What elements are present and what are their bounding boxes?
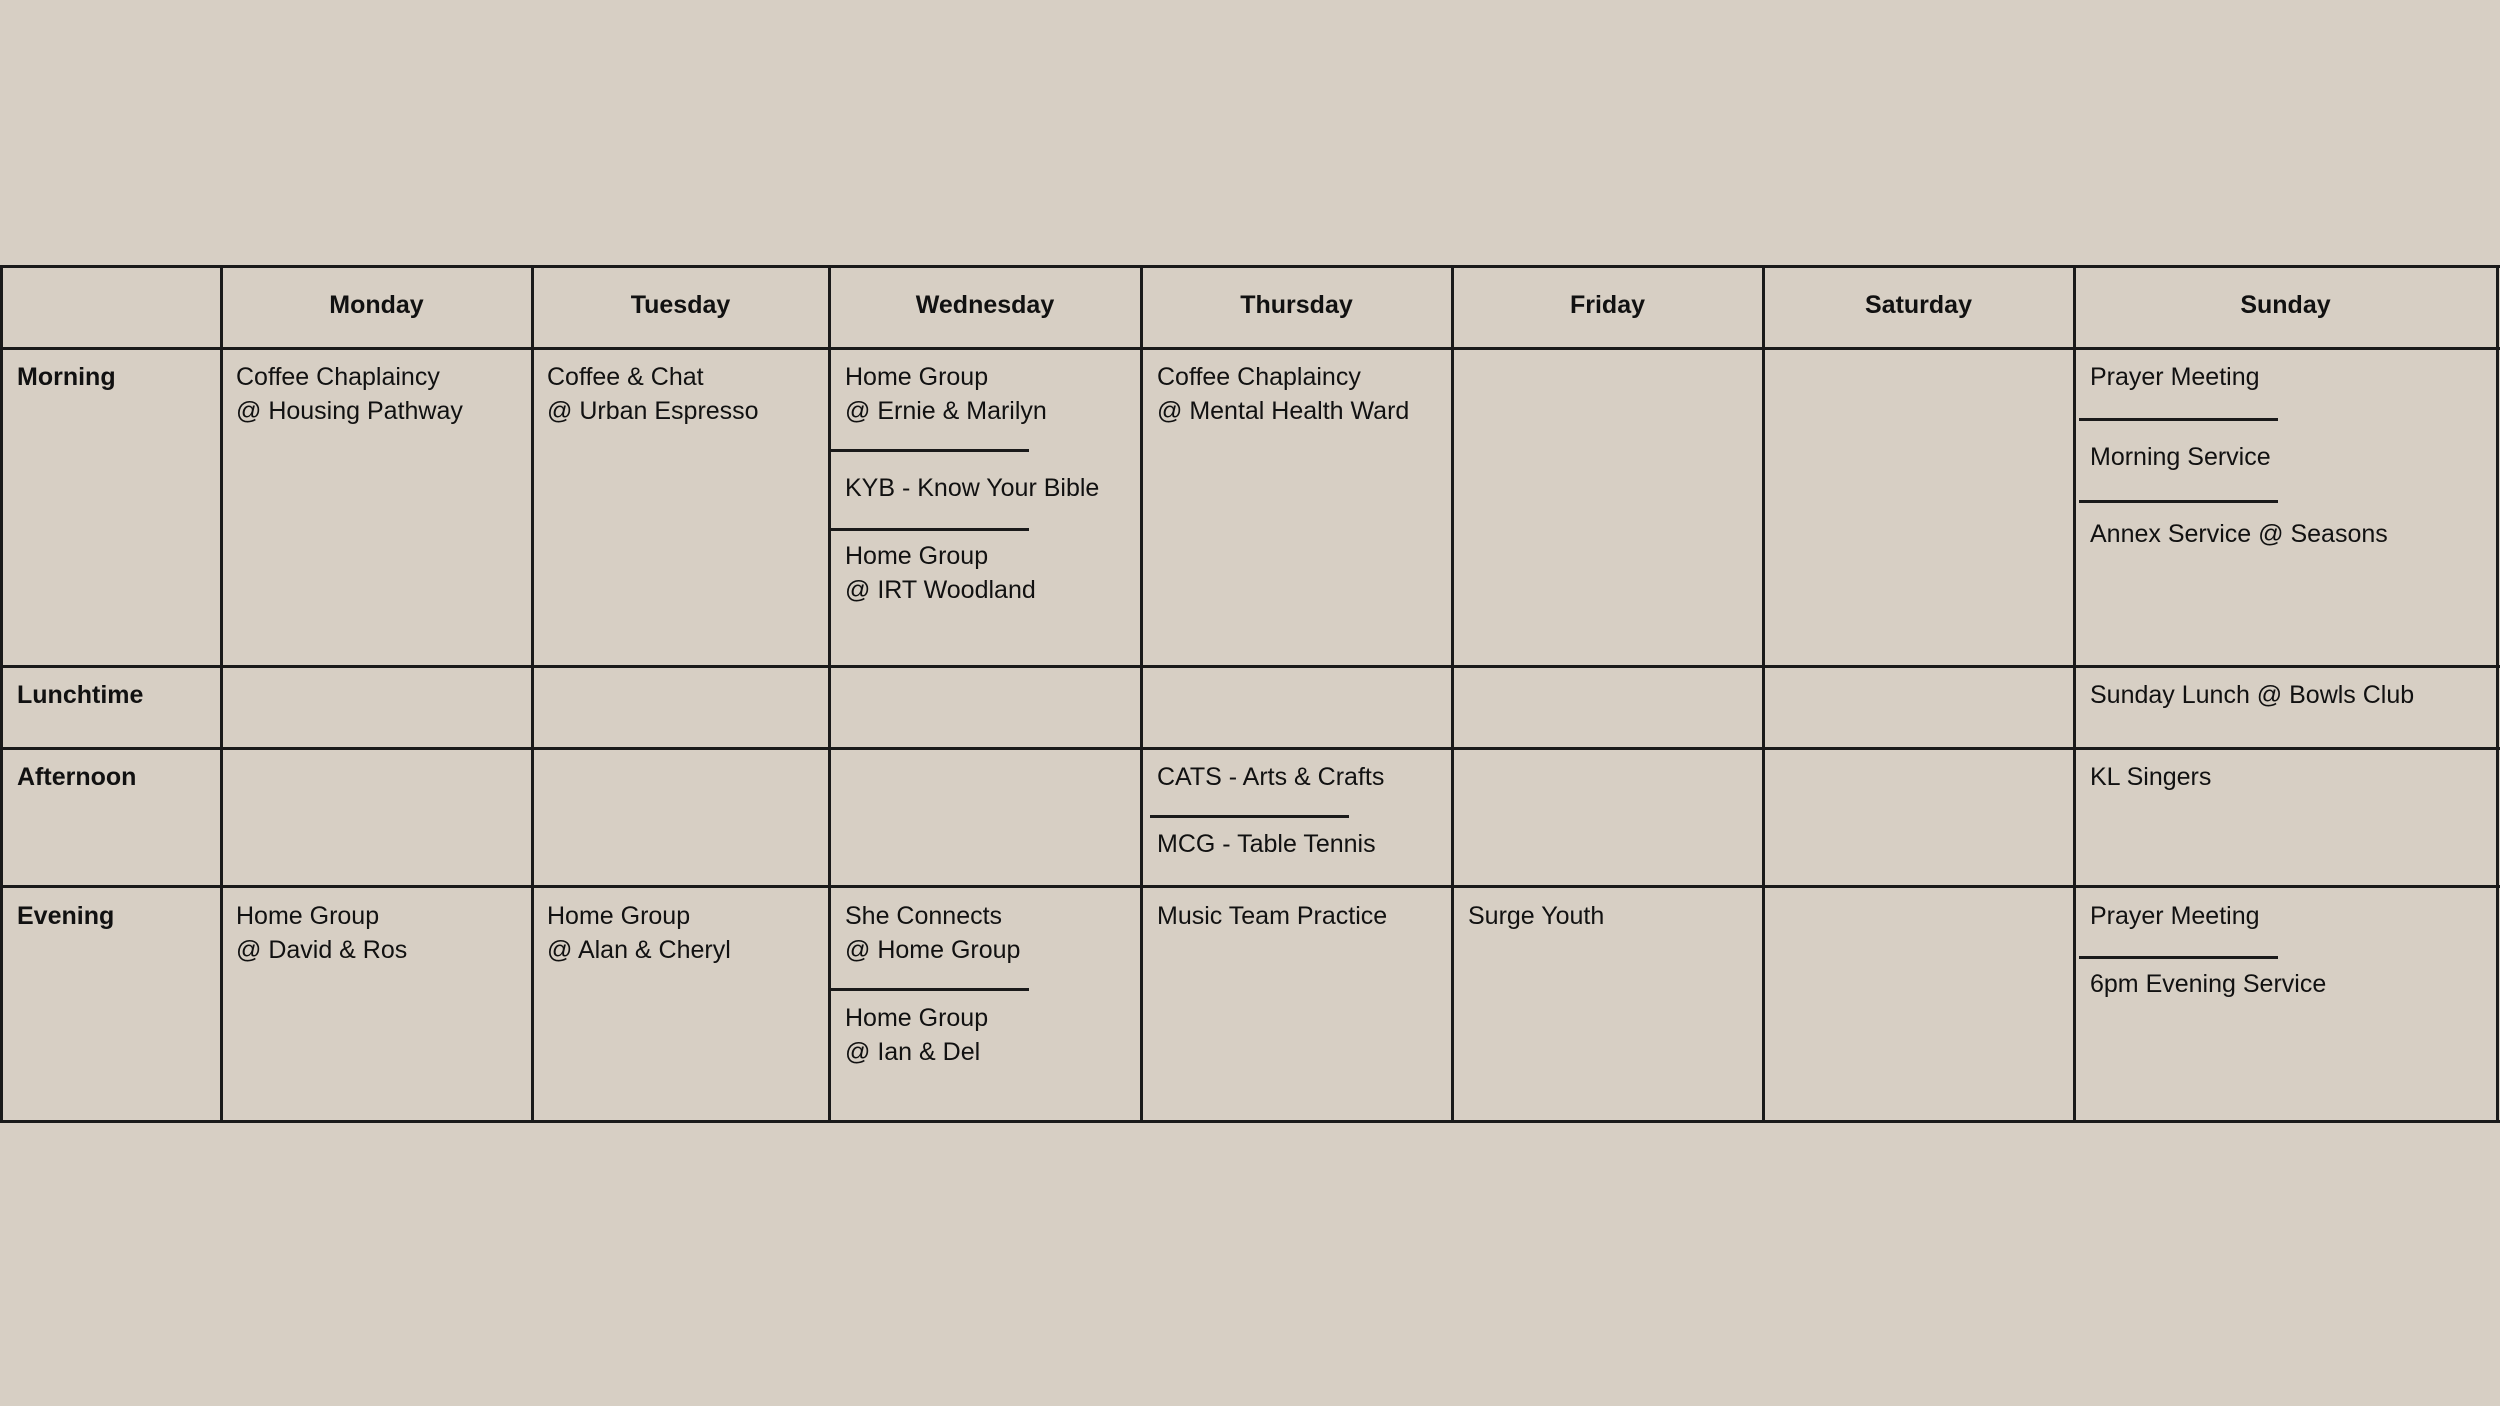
morning-wednesday-separator-1 [830, 449, 1029, 452]
evening-wednesday-separator [830, 988, 1029, 991]
evening-sunday-separator [2079, 956, 2278, 959]
row-label-morning: Morning [17, 363, 116, 391]
evening-wednesday-item2-line1: Home Group [845, 1004, 989, 1032]
morning-sunday-item2: Morning Service [2090, 443, 2271, 471]
morning-sunday-separator-2 [2079, 500, 2278, 503]
header-monday: Monday [329, 291, 424, 319]
morning-wednesday-item1-line2: @ Ernie & Marilyn [845, 397, 1047, 425]
evening-friday: Surge Youth [1468, 902, 1605, 930]
evening-tuesday-line1: Home Group [547, 902, 691, 930]
grid-line-left [0, 265, 3, 1122]
afternoon-thursday-separator-bottom [1200, 885, 1349, 888]
morning-tuesday-line1: Coffee & Chat [547, 363, 704, 391]
grid-line-morning-bottom [0, 665, 2500, 668]
header-saturday: Saturday [1865, 291, 1972, 319]
evening-tuesday-line2: @ Alan & Cheryl [547, 936, 731, 964]
header-sunday: Sunday [2240, 291, 2331, 319]
morning-sunday-item1: Prayer Meeting [2090, 363, 2260, 391]
evening-sunday-item2: 6pm Evening Service [2090, 970, 2327, 998]
header-friday: Friday [1569, 291, 1646, 319]
afternoon-thursday-separator [1150, 815, 1349, 818]
evening-wednesday-item1-line1: She Connects [845, 902, 1003, 930]
evening-sunday-item1: Prayer Meeting [2090, 902, 2260, 930]
grid-line-right [2496, 265, 2499, 1122]
grid-line-bottom [0, 1120, 2500, 1123]
evening-monday-line2: @ David & Ros [236, 936, 408, 964]
row-label-afternoon: Afternoon [17, 763, 137, 791]
morning-wednesday-item3-line2: @ IRT Woodland [845, 576, 1036, 604]
evening-wednesday-item2-line2: @ Ian & Del [845, 1038, 981, 1066]
header-tuesday: Tuesday [630, 291, 731, 319]
grid-line-col-tuesday [531, 265, 534, 1122]
grid-line-col-friday [1451, 265, 1454, 1122]
morning-sunday-separator-1 [2079, 418, 2278, 421]
morning-monday-line2: @ Housing Pathway [236, 397, 463, 425]
morning-thursday-line1: Coffee Chaplaincy [1157, 363, 1361, 391]
grid-line-col-sunday [2073, 265, 2076, 1122]
evening-wednesday-item1-line2: @ Home Group [845, 936, 1021, 964]
morning-thursday-line2: @ Mental Health Ward [1157, 397, 1410, 425]
header-thursday: Thursday [1240, 291, 1353, 319]
grid-line-header-bottom [0, 347, 2500, 350]
grid-line-col-thursday [1140, 265, 1143, 1122]
weekly-schedule-table [0, 265, 2500, 1122]
evening-monday-line1: Home Group [236, 902, 380, 930]
afternoon-sunday: KL Singers [2090, 763, 2212, 791]
morning-sunday-item3: Annex Service @ Seasons [2090, 520, 2388, 548]
grid-line-col-wednesday [828, 265, 831, 1122]
header-wednesday: Wednesday [915, 291, 1055, 319]
afternoon-thursday-item1: CATS - Arts & Crafts [1157, 763, 1385, 791]
morning-wednesday-separator-2 [830, 528, 1029, 531]
morning-wednesday-item1-line1: Home Group [845, 363, 989, 391]
grid-line-lunchtime-bottom [0, 747, 2500, 750]
afternoon-thursday-item2: MCG - Table Tennis [1157, 830, 1376, 858]
morning-wednesday-item3-line1: Home Group [845, 542, 989, 570]
evening-thursday: Music Team Practice [1157, 902, 1388, 930]
row-label-evening: Evening [17, 902, 115, 930]
grid-line-col-saturday [1762, 265, 1765, 1122]
morning-wednesday-item2: KYB - Know Your Bible [845, 474, 1100, 502]
grid-line-col-monday [220, 265, 223, 1122]
lunchtime-sunday: Sunday Lunch @ Bowls Club [2090, 681, 2415, 709]
morning-monday-line1: Coffee Chaplaincy [236, 363, 440, 391]
morning-tuesday-line2: @ Urban Espresso [547, 397, 759, 425]
grid-line-top [0, 265, 2500, 268]
row-label-lunchtime: Lunchtime [17, 681, 144, 709]
